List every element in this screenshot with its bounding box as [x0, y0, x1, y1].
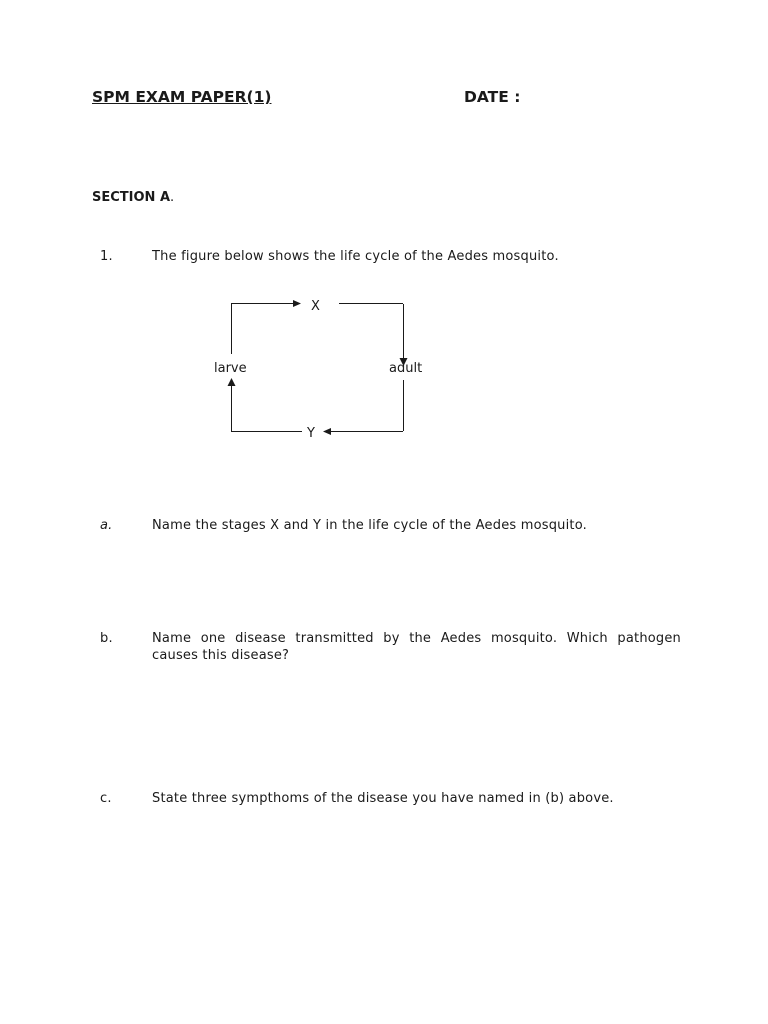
part-a-letter: a. — [100, 518, 113, 533]
stage-y-label: Y — [307, 426, 315, 441]
section-period: . — [170, 190, 175, 205]
date-label: DATE : — [464, 88, 521, 106]
section-label: SECTION A — [92, 190, 171, 205]
part-b-text — [152, 630, 681, 664]
question-text: The figure below shows the life cycle of the Aedes mosquito. — [152, 249, 559, 264]
part-b-line-2: causes this disease? — [152, 648, 290, 663]
part-c-letter: c. — [100, 791, 112, 806]
arrow-left-icon — [323, 428, 331, 435]
stage-adult-label: adult — [389, 361, 423, 376]
part-b-letter: b. — [100, 631, 113, 646]
part-a-text: Name the stages X and Y in the life cycle of the Aedes mosquito. — [152, 518, 587, 533]
part-c-text: State three sympthoms of the disease you have named in (b) above. — [152, 791, 614, 806]
arrow-up-icon — [228, 378, 236, 386]
part-b-line-1: Name one disease transmitted by the Aedes mosquito. Which pathogen — [152, 631, 681, 646]
stage-larve-label: larve — [214, 361, 247, 376]
question-number: 1. — [100, 249, 113, 264]
arrow-right-icon — [293, 300, 301, 307]
stage-x-label: X — [311, 299, 320, 314]
exam-title: SPM EXAM PAPER(1) — [92, 88, 272, 106]
